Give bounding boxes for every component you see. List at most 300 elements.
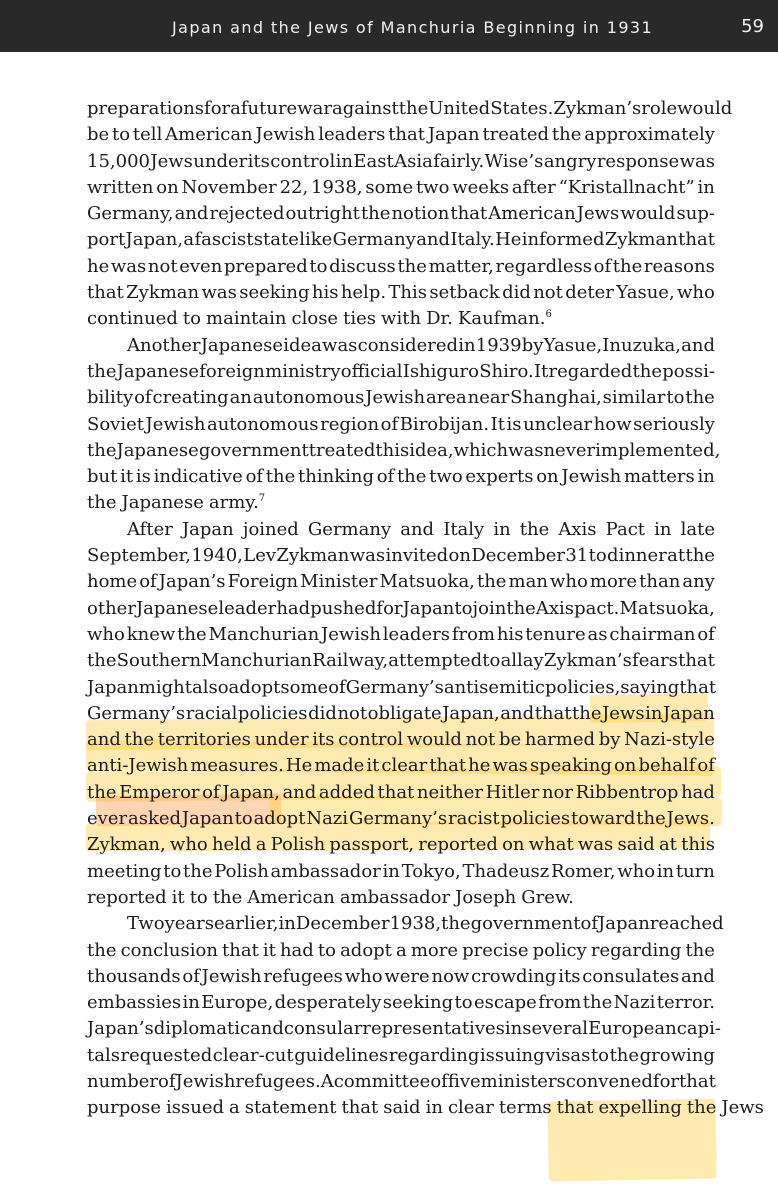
word: setback: [429, 282, 500, 304]
word: notion: [391, 203, 450, 225]
word: fascist: [194, 229, 254, 251]
word: that: [678, 229, 715, 251]
word: terror.: [656, 992, 715, 1014]
word: It: [533, 360, 549, 382]
word: nor: [541, 781, 574, 803]
word: Japan: [598, 913, 650, 935]
word: more: [589, 571, 638, 593]
word: the: [397, 255, 427, 277]
word: preparations: [87, 98, 205, 119]
word: to: [666, 387, 685, 409]
word: idea: [283, 334, 322, 356]
word: tals: [87, 1044, 120, 1066]
word: to: [317, 939, 336, 961]
word: 1940,: [191, 545, 243, 567]
word: was: [492, 755, 528, 777]
word: United: [428, 98, 491, 119]
word: a: [396, 939, 407, 961]
word: not: [147, 255, 178, 277]
word: a: [229, 1097, 240, 1119]
word: Kaufman.$^6$: [457, 308, 552, 330]
word: thinking: [298, 466, 374, 488]
word: committee: [333, 1070, 431, 1092]
word: for: [204, 98, 231, 119]
word: some: [365, 176, 414, 198]
word: thousands: [87, 965, 181, 987]
word: the: [685, 387, 715, 409]
word: reported: [87, 886, 167, 908]
word: was: [577, 834, 614, 856]
word: 31: [565, 545, 589, 567]
word: the: [265, 466, 296, 488]
word: to: [588, 545, 607, 567]
word: was: [201, 282, 237, 304]
word: knew: [126, 623, 176, 645]
word: a: [255, 834, 267, 856]
word: the: [685, 545, 715, 567]
word: to: [590, 1044, 609, 1066]
word: the: [685, 939, 715, 961]
word: possi-: [662, 360, 715, 382]
text-line: [87, 911, 724, 937]
word: Jewish: [365, 387, 426, 409]
word: Japan: [181, 808, 234, 830]
word: asked: [127, 808, 182, 830]
word: in: [654, 518, 672, 540]
word: Shiro.: [479, 360, 534, 382]
word: Japan’s: [158, 571, 226, 593]
word: for: [652, 1070, 680, 1092]
word: to: [234, 808, 253, 830]
word: December: [295, 913, 390, 935]
word: representatives: [362, 1018, 505, 1040]
word: that: [388, 124, 425, 146]
word: informed: [521, 229, 605, 251]
word: antisemitic: [443, 676, 545, 698]
word: Nazi: [306, 808, 349, 830]
word: the: [506, 597, 536, 619]
word: deter: [565, 282, 614, 304]
text-line: [87, 490, 715, 516]
word: Lev: [243, 545, 277, 567]
word: was: [508, 439, 544, 461]
word: Ribbentrop: [575, 781, 679, 803]
word: Grew.: [521, 886, 574, 908]
word: to: [182, 308, 201, 330]
word: not: [465, 729, 496, 751]
word: the: [582, 992, 613, 1014]
word: Matsuoka,: [619, 597, 715, 619]
word: and: [250, 1018, 284, 1040]
word: at: [667, 545, 686, 567]
word: to: [309, 255, 328, 277]
word: home: [87, 571, 138, 593]
text-line: [87, 859, 715, 885]
word: added: [318, 781, 375, 803]
word: would: [677, 98, 733, 119]
word: the: [87, 650, 117, 672]
word: to: [454, 992, 473, 1014]
word: who: [677, 282, 715, 304]
word: He: [495, 229, 522, 251]
word: purpose: [87, 1097, 161, 1119]
word: 22,: [279, 176, 309, 198]
word: similar: [602, 387, 666, 409]
word: which: [453, 439, 509, 461]
word: Yasue,: [543, 334, 603, 356]
word: Jews: [150, 150, 193, 172]
word: Japanese: [135, 597, 219, 619]
word: ambassador: [270, 860, 381, 882]
word: on: [613, 755, 637, 777]
word: Japan’s: [87, 1018, 154, 1040]
word: of: [158, 1070, 176, 1092]
text-line: [87, 964, 715, 990]
word: policies: [500, 808, 571, 830]
word: September,: [87, 545, 191, 567]
word: the: [87, 360, 117, 382]
word: in: [425, 1097, 443, 1119]
word: were: [384, 965, 430, 987]
text-line: [87, 1069, 715, 1095]
text-line: [87, 227, 715, 253]
word: of: [380, 413, 399, 435]
word: Japan,: [222, 781, 280, 803]
word: was: [349, 545, 386, 567]
word: the: [551, 124, 582, 146]
word: area: [426, 387, 467, 409]
word: of: [697, 623, 715, 645]
word: Yasue,: [616, 282, 675, 304]
word: Japanese: [121, 492, 204, 514]
word: and: [87, 729, 121, 751]
word: the: [519, 518, 550, 540]
word: had: [276, 597, 311, 619]
word: foreign: [199, 360, 265, 382]
word: this: [681, 834, 715, 856]
word: adopt: [253, 808, 306, 830]
word: Germany’s: [345, 676, 444, 698]
word: any: [682, 571, 715, 593]
word: in: [504, 1018, 523, 1040]
word: several: [522, 1018, 589, 1040]
word: American: [165, 124, 253, 146]
text-line: [87, 201, 715, 227]
word: harmed: [524, 729, 596, 751]
word: prepared: [223, 255, 308, 277]
word: regarding: [388, 1044, 480, 1066]
word: creating: [152, 387, 229, 409]
word: clear: [381, 755, 428, 777]
word: in: [493, 518, 511, 540]
word: leader: [218, 597, 277, 619]
word: Matsuoka,: [379, 571, 475, 593]
word: Joseph: [455, 886, 517, 908]
word: who: [550, 571, 588, 593]
word: matters: [623, 466, 695, 488]
word: fairly.: [433, 150, 485, 172]
word: of: [245, 466, 264, 488]
text-line: [87, 1095, 764, 1121]
word: Europe,: [201, 992, 274, 1014]
word: Jewish: [255, 124, 316, 146]
word: is: [506, 413, 522, 435]
word: requested: [120, 1044, 213, 1066]
word: response: [596, 150, 680, 172]
word: its: [558, 965, 581, 987]
word: would: [406, 729, 462, 751]
word: joined: [242, 518, 299, 540]
word: weeks: [452, 176, 510, 198]
word: the: [572, 702, 602, 724]
word: capi-: [676, 1018, 721, 1040]
word: by: [521, 334, 544, 356]
word: how: [593, 413, 632, 435]
word: it: [171, 886, 185, 908]
word: chairman: [609, 623, 696, 645]
word: pushed: [310, 597, 377, 619]
word: tell: [132, 124, 163, 146]
word: that: [341, 1097, 379, 1119]
word: it: [262, 939, 276, 961]
word: He: [285, 755, 313, 777]
word: government: [198, 439, 309, 461]
word: Germany’s: [348, 808, 448, 830]
word: angry: [543, 150, 597, 172]
word: number: [87, 1070, 159, 1092]
word: in: [335, 150, 353, 172]
text-line: [87, 806, 715, 832]
word: years: [164, 913, 215, 935]
word: not: [533, 282, 563, 304]
word: seriously: [633, 413, 715, 435]
text-line: [87, 306, 715, 332]
word: convened: [565, 1070, 653, 1092]
word: Southern: [116, 650, 202, 672]
word: ties: [343, 308, 377, 330]
word: Hitler: [485, 781, 540, 803]
word: and: [416, 229, 451, 251]
word: to: [163, 860, 182, 882]
word: American: [247, 886, 335, 908]
body-text: [87, 96, 764, 1122]
word: dinner: [607, 545, 667, 567]
word: autonomous: [206, 413, 319, 435]
word: reasons: [643, 255, 715, 277]
word: than: [639, 571, 681, 593]
word: to: [482, 650, 501, 672]
page-number: 59: [741, 16, 764, 37]
word: and: [681, 965, 715, 987]
footnote-marker: 6: [545, 309, 552, 321]
word: 1938,: [311, 176, 363, 198]
word: of: [139, 571, 157, 593]
word: the: [87, 492, 117, 514]
text-line: [87, 543, 715, 569]
word: guidelines: [294, 1044, 389, 1066]
word: was: [110, 255, 147, 277]
word: other: [87, 597, 136, 619]
word: autonomous: [252, 387, 365, 409]
word: more: [410, 939, 458, 961]
word: Zykman,: [87, 834, 166, 856]
word: not: [337, 702, 368, 724]
word: Italy.: [450, 229, 495, 251]
word: state: [253, 229, 299, 251]
word: clear-cut: [212, 1044, 294, 1066]
word: who: [617, 860, 656, 882]
word: measures.: [190, 755, 284, 777]
word: attempted: [388, 650, 483, 672]
word: the: [87, 939, 117, 961]
word: Birobijan.: [399, 413, 490, 435]
word: Jewish: [201, 965, 262, 987]
word: the: [183, 860, 213, 882]
word: policies: [237, 702, 308, 724]
word: Manchurian: [201, 650, 313, 672]
word: that: [222, 939, 259, 961]
word: that: [87, 282, 124, 304]
word: the: [476, 571, 507, 593]
word: Shanghai,: [510, 387, 602, 409]
word: ministry: [265, 360, 341, 382]
word: Minister: [300, 571, 378, 593]
text-line: [87, 385, 715, 411]
word: and: [681, 334, 715, 356]
word: to: [454, 597, 473, 619]
word: leaders: [318, 124, 386, 146]
word: East: [353, 150, 394, 172]
text-line: [87, 412, 715, 438]
word: reported: [418, 834, 498, 856]
word: of: [697, 755, 715, 777]
word: in: [697, 176, 715, 198]
word: growing: [639, 1044, 715, 1066]
word: did: [308, 702, 337, 724]
word: for: [376, 597, 403, 619]
word: on: [448, 545, 471, 567]
word: had: [279, 939, 314, 961]
word: a: [183, 229, 195, 251]
word: passport,: [329, 834, 415, 856]
word: to: [189, 886, 208, 908]
word: who: [344, 965, 383, 987]
word: ever: [87, 808, 128, 830]
word: Zykman’s: [553, 98, 642, 119]
word: after: [511, 176, 556, 198]
text-line: [87, 753, 715, 779]
word: and: [400, 518, 435, 540]
word: never: [543, 439, 596, 461]
word: that: [556, 1097, 594, 1119]
word: two: [415, 176, 450, 198]
word: December: [471, 545, 565, 567]
word: some: [280, 676, 329, 698]
word: be: [498, 729, 522, 751]
word: who: [87, 623, 125, 645]
word: on: [156, 176, 179, 198]
word: racist: [448, 808, 500, 830]
word: Manchurian: [208, 623, 320, 645]
word: Zykman: [604, 229, 678, 251]
word: join: [472, 597, 507, 619]
word: Jewish: [175, 1070, 236, 1092]
word: that: [679, 676, 717, 698]
word: allay: [500, 650, 544, 672]
word: seeking: [239, 282, 310, 304]
word: refugees: [263, 965, 343, 987]
word: made: [314, 755, 365, 777]
word: under: [254, 729, 309, 751]
word: desperately: [274, 992, 382, 1014]
word: written: [87, 176, 154, 198]
word: war: [297, 98, 332, 119]
word: that: [450, 203, 488, 225]
text-line: [87, 648, 715, 674]
word: its: [312, 729, 335, 751]
text-line: [87, 990, 715, 1016]
word: Germany: [307, 518, 392, 540]
word: said: [617, 834, 655, 856]
word: European: [588, 1018, 677, 1040]
word: Railway,: [312, 650, 389, 672]
word: the: [87, 781, 117, 803]
word: the: [609, 1044, 640, 1066]
text-line: [87, 149, 715, 175]
word: diplomatic: [153, 1018, 251, 1040]
word: at: [658, 834, 677, 856]
word: in: [656, 860, 675, 882]
word: Jews: [576, 203, 620, 225]
word: experts: [465, 466, 534, 488]
word: the: [441, 913, 471, 935]
word: Germany,: [87, 203, 174, 225]
word: 1939: [475, 334, 522, 356]
word: Pact: [605, 518, 646, 540]
text-line: [87, 675, 715, 701]
word: Axis: [535, 597, 575, 619]
word: obligate: [367, 702, 442, 724]
word: of: [430, 1070, 448, 1092]
word: in: [645, 702, 663, 724]
word: would: [620, 203, 676, 225]
word: policies,: [544, 676, 621, 698]
word: Tokyo,: [401, 860, 461, 882]
word: consular: [283, 1018, 363, 1040]
text-line: [87, 254, 715, 280]
word: near: [467, 387, 510, 409]
word: the: [360, 203, 391, 225]
text-line: [87, 122, 715, 148]
word: Nazi: [613, 992, 656, 1014]
word: that: [377, 781, 415, 803]
word: treated: [482, 124, 550, 146]
word: After: [127, 518, 173, 540]
word: Axis: [558, 518, 597, 540]
word: the: [124, 729, 155, 751]
word: two: [429, 466, 463, 488]
word: anti-Jewish: [87, 755, 189, 777]
word: 15,000: [87, 150, 150, 172]
word: that: [679, 1070, 716, 1092]
word: tenure: [525, 623, 586, 645]
word: said: [383, 1097, 421, 1119]
word: control: [270, 150, 336, 172]
word: issued: [166, 1097, 224, 1119]
word: port: [87, 229, 126, 251]
word: had: [681, 781, 715, 803]
word: the: [212, 886, 243, 908]
